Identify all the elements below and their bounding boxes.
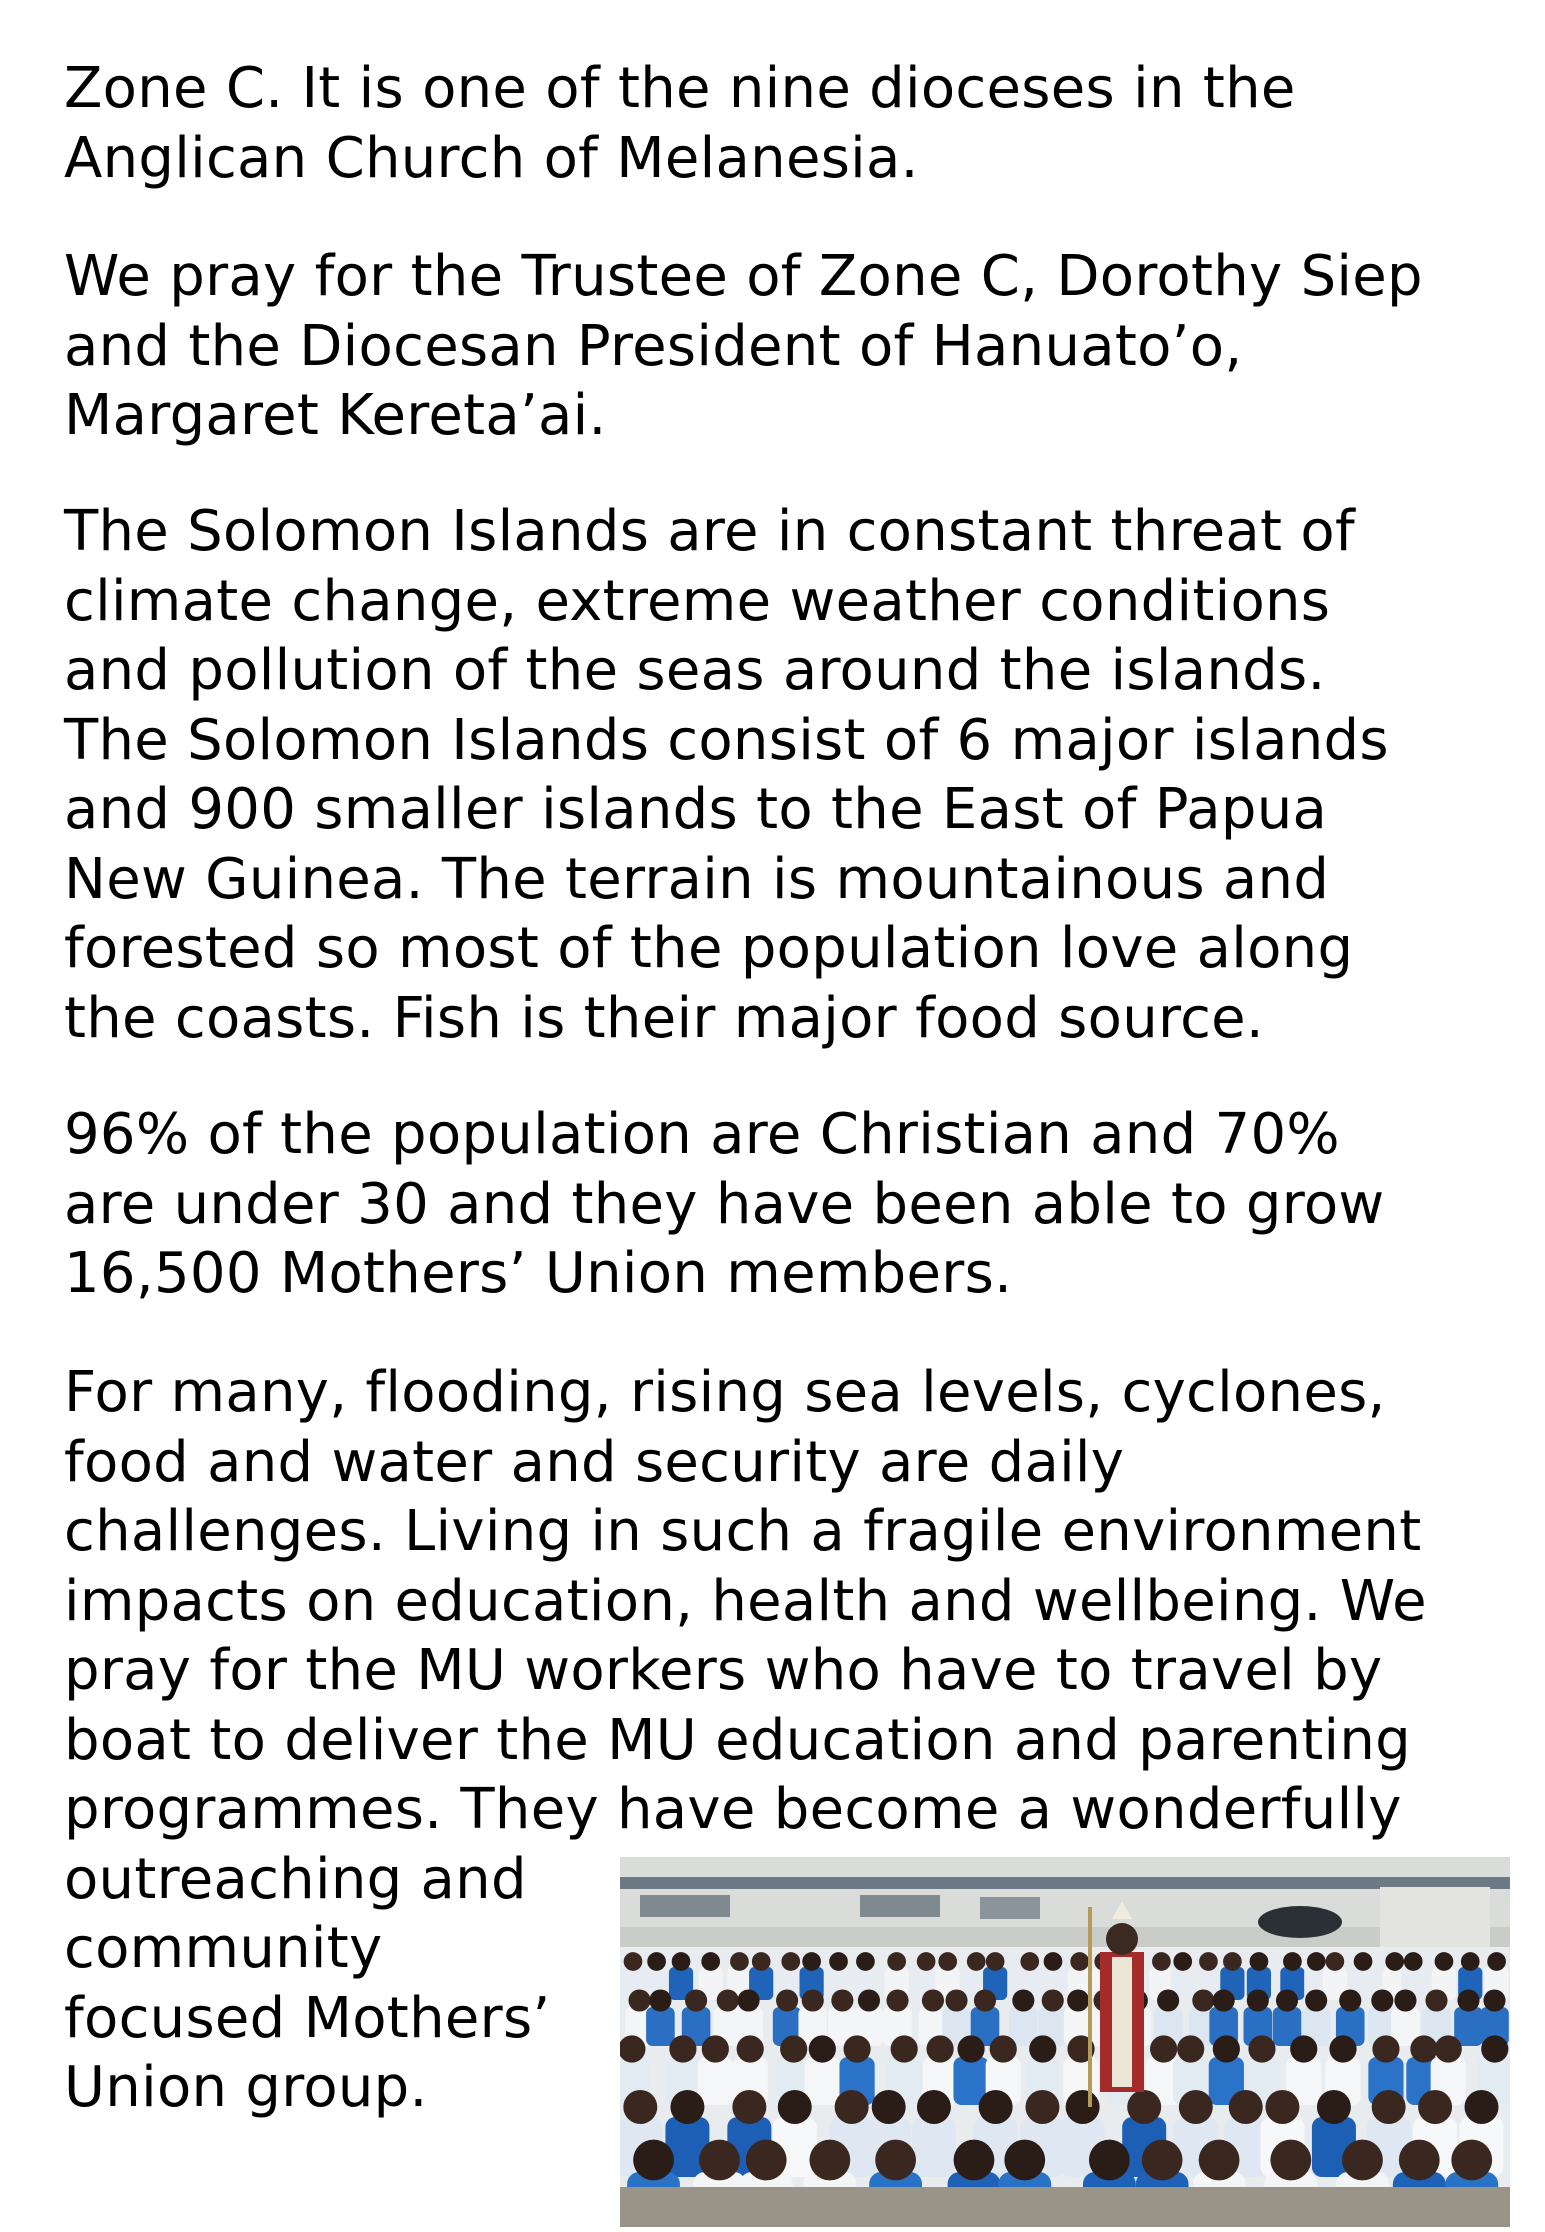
paragraph-population: 96% of the population are Christian and 70% are under 30 and they have been able to grow 16,500 Mothers’ Union members. [64,1102,1385,1306]
paragraph-zone-c: Zone C. It is one of the nine dioceses in the Anglican Church of Melanesia. [64,56,1296,191]
group-photo [620,1857,1510,2227]
paragraph-trustee-prayer: We pray for the Trustee of Zone C, Dorothy Siep and the Diocesan President of Hanuato’o, Margaret Kereta’ai. [64,244,1423,448]
paragraph-solomon-islands: The Solomon Islands are in constant threat of climate change, extreme weather conditions and pollution of the seas around the islands. The Solomon Islands consist of 6 major islands and 900 smaller islands to the East of Papua New Guinea. The terrain is mountainous and forested so most of the population love along the coasts. Fish is their major food source. [64,499,1389,1051]
group-photo-icon [620,1857,1510,2227]
paragraph-challenges: For many, flooding, rising sea levels, cyclones, food and water and security are daily challenges. Living in such a fragile environment impacts on education, health and wellbeing. We pray for the MU workers who have to travel by boat to deliver the MU education and parenting programmes. They have become a wonderfully outreaching and community focused Mothers’ Union group. [64,1360,1427,2120]
